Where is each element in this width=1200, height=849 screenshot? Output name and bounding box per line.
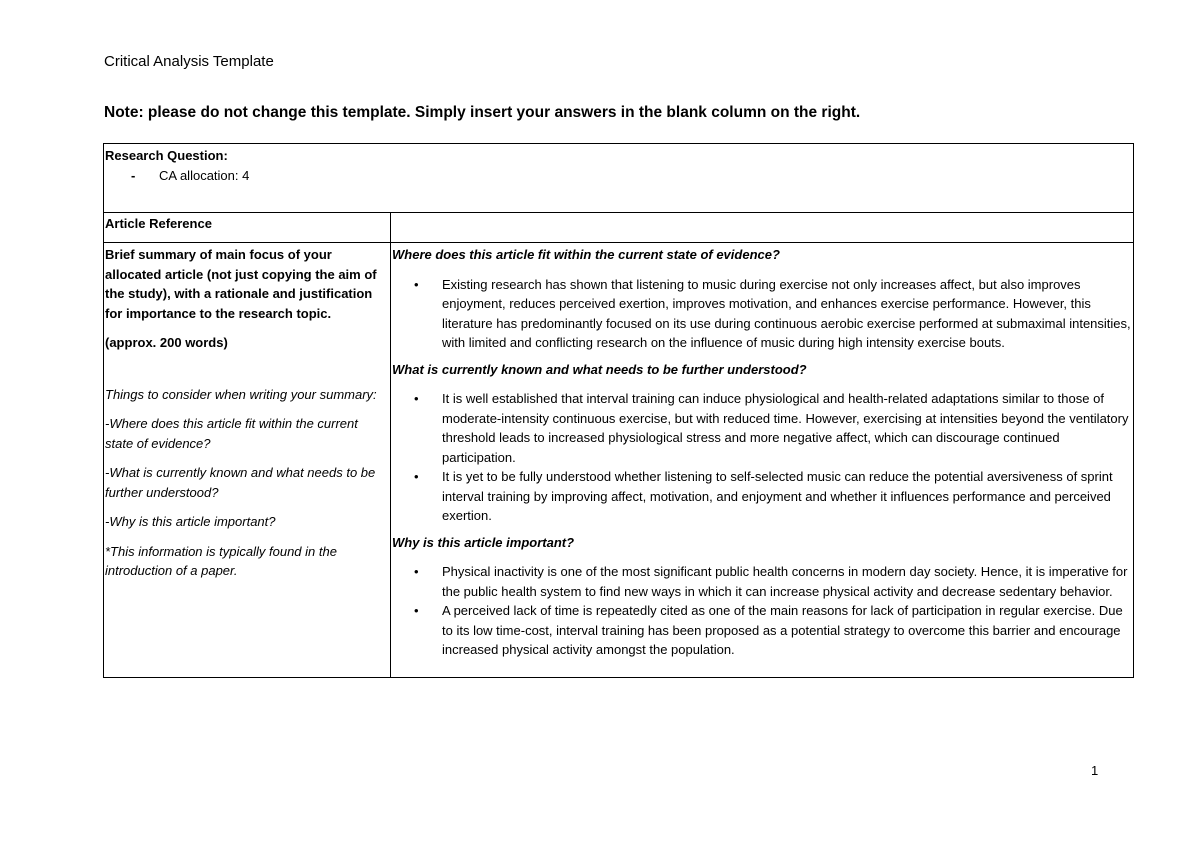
summary-prompt: Brief summary of main focus of your allocated article (not just copying the aim of the study), with a rationale and justification for importance to the research topic. (105, 247, 377, 321)
ca-allocation-item (104, 166, 1133, 186)
section-heading: What is currently known and what needs to be further understood? (392, 361, 807, 377)
instruction-note: Note: please do not change this template. Simply insert your answers in the blank column on the right. (104, 104, 861, 121)
research-question-cell[interactable] (104, 144, 1134, 213)
document-header-title: Critical Analysis Template (104, 53, 274, 70)
consider-item: *This information is typically found in the introduction of a paper. (105, 543, 337, 578)
bullet-text: It is yet to be fully understood whether listening to self-selected music can reduce the potential aversiveness of sprint interval training by improving affect, motivation, and enjoyment and whether it influences performance and perceived exertion. (442, 469, 1113, 523)
list-item (392, 601, 1131, 660)
consider-item: -Where does this article fit within the current state of evidence? (105, 416, 358, 451)
bullet-list (392, 275, 1131, 353)
article-reference-label-cell (104, 213, 391, 243)
page-number: 1 (1091, 763, 1099, 778)
bullet-dot-icon: • (414, 469, 419, 484)
bullet-text: It is well established that interval training can induce physiological and health-related adaptations similar to those of moderate-intensity continuous exercise, but with reduced time. However, exercising at intensities beyond the ventilatory threshold leads to increased physiological stress and more negative affect, which can discourage continued participation. (442, 391, 1129, 465)
summary-instructions-cell (104, 243, 391, 678)
section-heading: Why is this article important? (392, 534, 575, 550)
list-item (392, 275, 1131, 353)
bullet-dot-icon: • (414, 391, 419, 406)
bullet-list (392, 562, 1131, 660)
consider-item: Things to consider when writing your summary: (105, 386, 377, 402)
consider-item: -Why is this article important? (105, 514, 276, 529)
research-question-label: Research Question: (105, 148, 228, 163)
bullet-list (392, 389, 1131, 526)
section-heading: Where does this article fit within the current state of evidence? (392, 247, 780, 262)
list-item (392, 389, 1131, 467)
article-reference-answer-cell[interactable] (391, 213, 1134, 243)
research-question-row (104, 144, 1134, 213)
article-reference-label: Article Reference (105, 216, 212, 231)
word-count-guide: (approx. 200 words) (105, 335, 228, 350)
list-item (392, 562, 1131, 601)
bullet-text: Existing research has shown that listening to music during exercise not only increases affect, but also improves enjoyment, reduces perceived exertion, improves motivation, and enhances exercise performance. However, this literature has predominantly focused on its use during continuous aerobic exercise performed at submaximal intensities, with limited and conflicting research on the influence of music during high intensity exercise bouts. (442, 276, 1131, 350)
article-reference-row (104, 213, 1134, 243)
bullet-dot-icon: • (414, 276, 419, 292)
critical-analysis-table (103, 143, 1134, 678)
dash-bullet: - (131, 167, 136, 183)
bullet-dot-icon: • (414, 564, 419, 579)
summary-row (104, 243, 1134, 678)
consider-item: -What is currently known and what needs to be further understood? (105, 465, 376, 500)
bullet-dot-icon: • (414, 603, 419, 618)
summary-answer-cell[interactable] (391, 243, 1134, 678)
ca-allocation-text: CA allocation: 4 (159, 167, 250, 183)
bullet-text: Physical inactivity is one of the most significant public health concerns in modern day society. Hence, it is imperative for the public health system to find new ways in which it can increase physical activity and decrease sedentary behavior. (442, 564, 1128, 599)
things-to-consider (105, 385, 389, 581)
list-item (392, 467, 1131, 526)
bullet-text: A perceived lack of time is repeatedly cited as one of the main reasons for lack of participation in regular exercise. Due to its low time-cost, interval training has been proposed as a potential strategy to overcome this barrier and encourage increased physical activity amongst the population. (442, 603, 1123, 657)
